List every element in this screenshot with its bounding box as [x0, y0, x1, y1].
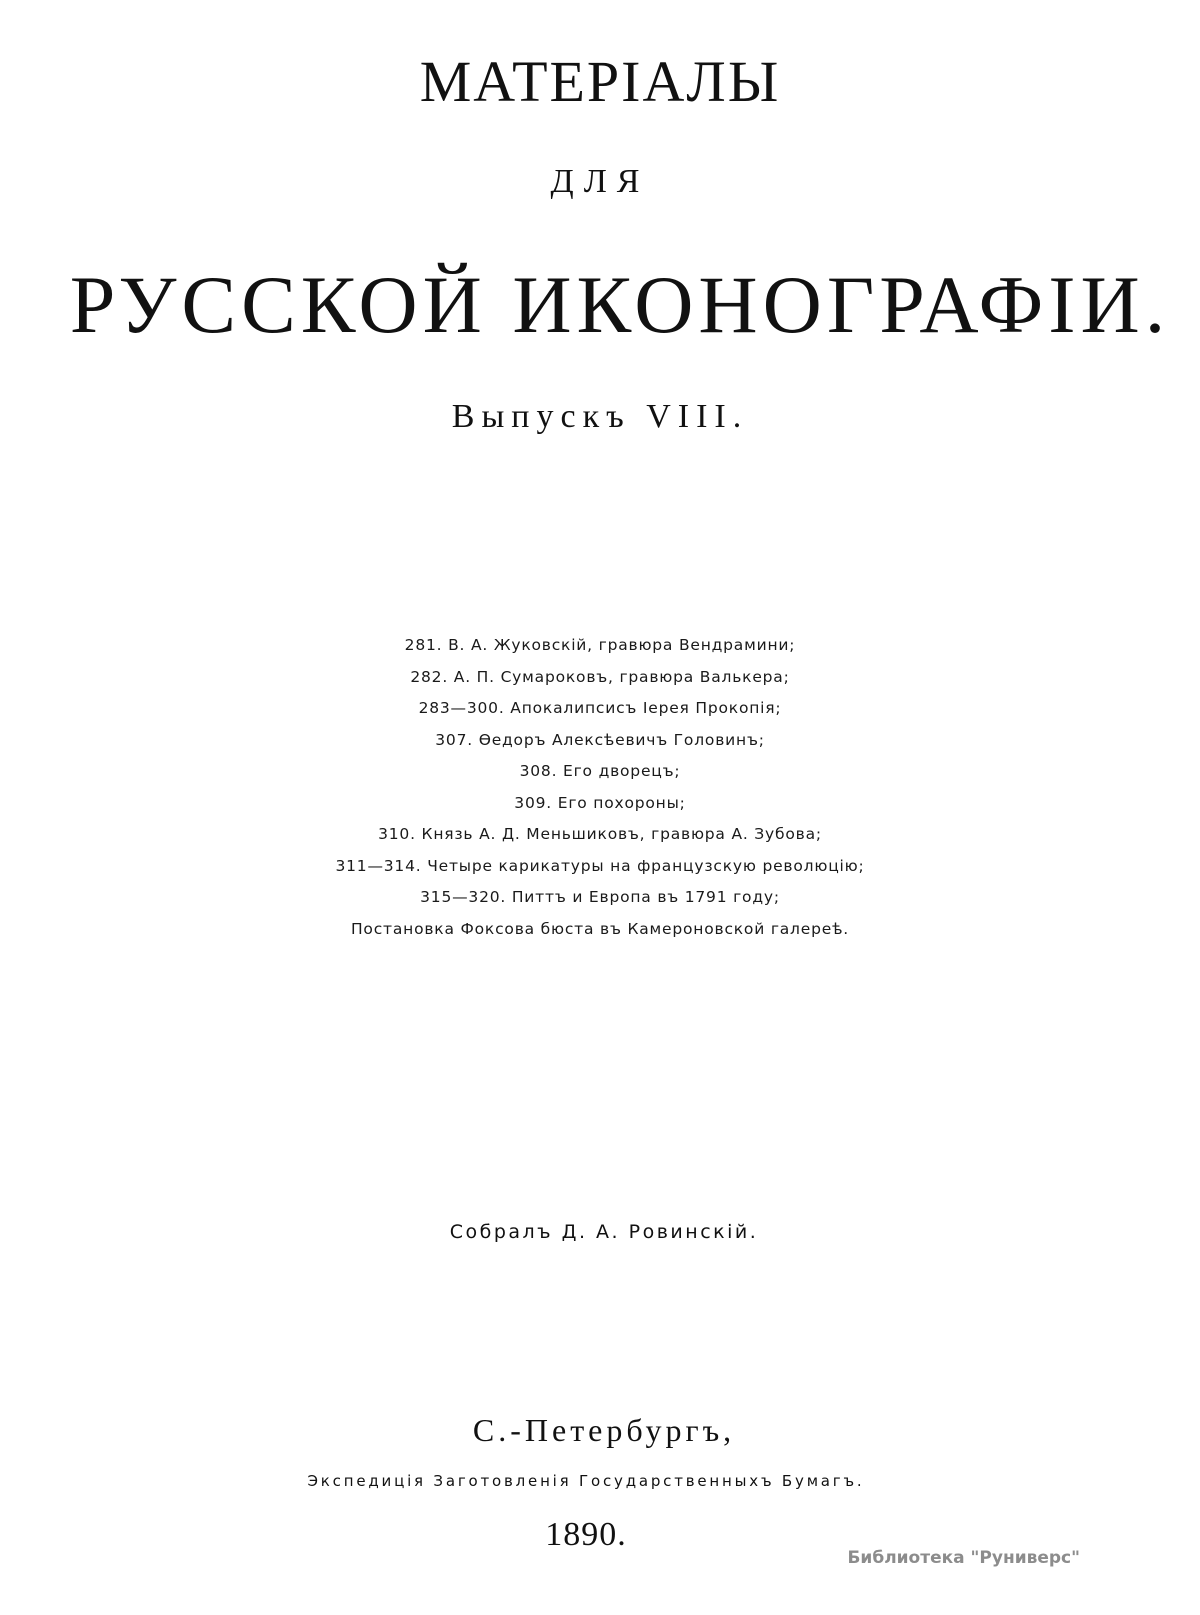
compiler-credit: Собралъ Д. А. Ровинскій. — [449, 1221, 759, 1243]
contents-item: 310. Князь А. Д. Меньшиковъ, гравюра А. Зубова; — [378, 825, 822, 843]
imprint-year: 1890. — [545, 1516, 627, 1553]
issue-number: Выпускъ VIII. — [451, 398, 749, 435]
contents-item: 281. В. А. Жуковскій, гравюра Вендрамини; — [404, 636, 796, 654]
contents-item: Постановка Фоксова бюста въ Камероновской галереѣ. — [350, 919, 850, 938]
contents-item: 283—300. Апокалипсисъ Іерея Прокопія; — [418, 699, 782, 717]
imprint-publisher: Экспедиція Заготовленія Государственныхъ Бумагъ. — [307, 1472, 865, 1490]
contents-item: 307. Ѳедоръ Алексѣевичъ Головинъ; — [435, 730, 765, 749]
contents-list — [0, 630, 1200, 945]
contents-item: 282. А. П. Сумароковъ, гравюра Валькера; — [410, 667, 790, 686]
title-line-russian-iconography: РУССКОЙ ИКОНОГРАФІИ. — [69, 259, 1171, 350]
title-line-materials: МАТЕРІАЛЫ — [419, 49, 781, 114]
contents-item: 309. Его похороны; — [514, 793, 686, 812]
contents-item: 315—320. Питтъ и Европа въ 1791 году; — [420, 888, 780, 906]
contents-item: 311—314. Четыре карикатуры на французскую революцію; — [335, 856, 865, 875]
title-line-for: ДЛЯ — [550, 163, 650, 200]
library-watermark: Библиотека "Руниверс" — [847, 1548, 1080, 1568]
imprint-city: С.-Петербургъ, — [472, 1412, 736, 1448]
contents-item: 308. Его дворецъ; — [519, 762, 681, 780]
